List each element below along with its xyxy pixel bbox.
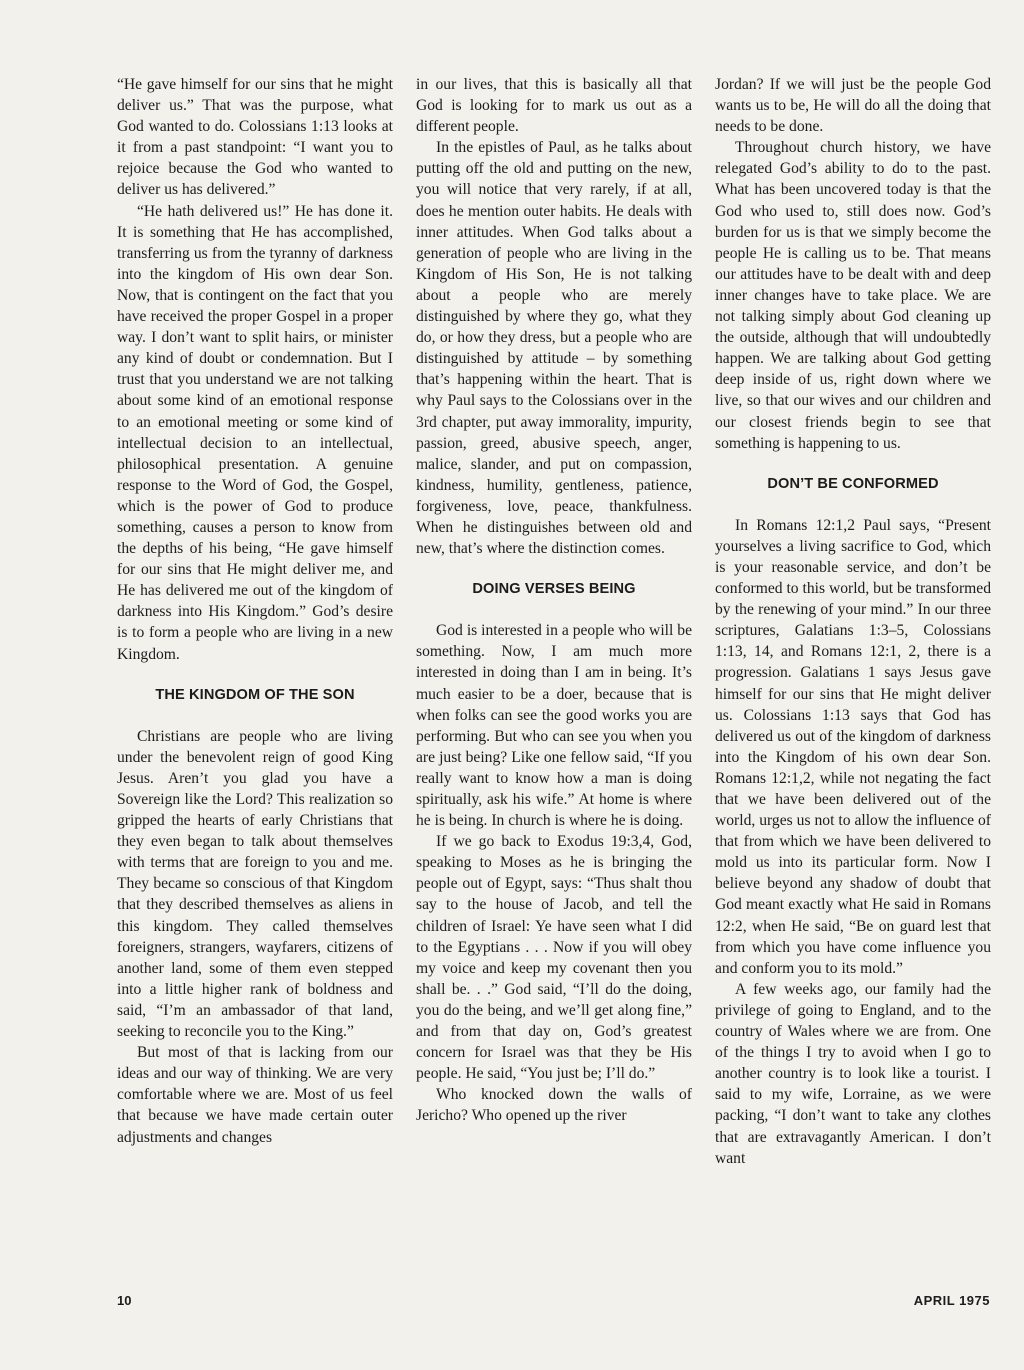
paragraph: “He hath delivered us!” He has done it. It is something that He has accomplished, transferring us from the tyranny of darkness into the kingdom of His own dear Son. Now, that is contingent on the fact that you have received the proper Gospel in a proper way. I don’t want to split hairs, or minister any kind of doubt or condemnation. But I trust that you understand we are not talking about some kind of an emotional response to an emotional meeting or some kind of intellectual decision to an intellectual, philosophical presentation. A genuine response to the Word of God, the Gospel, which is the power of God to produce something, causes a person to know from the depths of his being, “He gave himself for our sins that He might deliver me, and He has delivered me out of the kingdom of darkness into His Kingdom.” God’s desire is to form a people who are living in a new Kingdom.: [117, 202, 393, 663]
paragraph: Jordan? If we will just be the people God wants us to be, He will do all the doing that needs to be done.: [715, 76, 991, 136]
page-number: 10: [117, 1293, 132, 1308]
paragraph: In the epistles of Paul, as he talks about putting off the old and putting on the new, you will notice that very rarely, if at all, does he mention outer habits. He deals with inner attitudes. When God talks about a generation of people who are living in the Kingdom of His Son, He is not talking about a people who are merely distinguished by where they go, what they do, or how they dress, but a people who are distinguished by attitude – by something that’s happening within the heart. That is why Paul says to the Colossians over in the 3rd chapter, put away immorality, impurity, passion, greed, abusive speech, anger, malice, slander, and put on compassion, kindness, humility, gentleness, patience, forgiveness, love, peace, thankfulness. When he distinguishes between old and new, that’s where the distinction comes.: [416, 139, 692, 558]
paragraph: But most of that is lacking from our ideas and our way of thinking. We are very comfortable where we are. Most of us feel that because we have made certain outer adjustments and changes: [117, 1044, 393, 1146]
paragraph: “He gave himself for our sins that he might deliver us.” That was the purpose, what God wanted to do. Colossians 1:13 looks at it from a past standpoint: “I want you to rejoice because the God who wanted to deliver us has delivered.”: [117, 76, 393, 199]
section-heading: DON’T BE CONFORMED: [767, 475, 939, 492]
section-heading: THE KINGDOM OF THE SON: [155, 686, 355, 703]
paragraph: Who knocked down the walls of Jericho? Who opened up the river: [416, 1086, 692, 1125]
issue-date: APRIL 1975: [913, 1293, 990, 1308]
article-column-2: [416, 74, 692, 1127]
article-column-1: [117, 74, 393, 1148]
paragraph: God is interested in a people who will be something. Now, I am much more interested in doing than I am in being. It’s much easier to be a doer, because that is when folks can see the good works you are performing. But who can see you when you are just being? Like one fellow said, “If you really want to know how a man is doing spiritually, ask his wife.” At home is where he is being. In church is where he is doing.: [416, 622, 692, 830]
section-heading: DOING VERSES BEING: [472, 581, 636, 598]
paragraph: In Romans 12:1,2 Paul says, “Present yourselves a living sacrifice to God, which is your reasonable service, and don’t be conformed to this world, but be transformed by the renewing of your mind.” In our three scriptures, Galatians 1:3–5, Colossians 1:13, 14, and Romans 12:1, 2, there is a progression. Galatians 1 says Jesus gave himself for our sins that He might deliver us. Colossians 1:13 says that God has delivered us out of the kingdom of darkness into the Kingdom of his own dear Son. Romans 12:1,2, while not negating the fact that we have been delivered out of the world, urges us not to allow the influence of that from which we have been delivered to mold us into its particular form. Now I believe beyond any shadow of doubt that God meant exactly what He said in Romans 12:2, when He said, “Be on guard lest that from which you have come influence you and conform you to its mold.”: [715, 516, 991, 977]
paragraph: in our lives, that this is basically all that God is looking for to mark us out as a different people.: [416, 76, 692, 136]
paragraph: Christians are people who are living under the benevolent reign of good King Jesus. Aren’t you glad you have a Sovereign like the Lord? This realization so gripped the hearts of early Christians that they even began to talk about themselves with terms that are foreign to you and me. They became so conscious of that Kingdom that they described themselves as aliens in this kingdom. They called themselves foreigners, strangers, wayfarers, citizens of another land, some of them even stepped into a little higher rank of boldness and said, “I’m an ambassador of that land, seeking to reconcile you to the King.”: [117, 727, 393, 1041]
paragraph: If we go back to Exodus 19:3,4, God, speaking to Moses as he is bringing the people out of Egypt, says: “Thus shalt thou say to the house of Jacob, and tell the children of Israel: Ye have seen what I did to the Egyptians . . . Now if you will obey my voice and keep my covenant then you shall be. . .” God said, “I’ll do the doing, you do the being, and we’ll get along fine,” and from that day on, God’s greatest concern for Israel was that they be His people. He said, “You just be; I’ll do.”: [416, 833, 692, 1083]
paragraph: Throughout church history, we have relegated God’s ability to do to the past. What has been uncovered today is that the God who used to, still does now. God’s burden for us is that we simply become the people He is calling us to be. That means our attitudes have to be dealt with and deep inner changes have to take place. We are not talking simply about God cleaning up the outside, although that will undoubtedly happen. We are talking about God getting deep inside of us, right down where we live, so that our wives and our children and our closest friends begin to see that something is happening to us.: [715, 139, 991, 452]
paragraph: A few weeks ago, our family had the privilege of going to England, and to the country of Wales where we are from. One of the things I try to avoid when I go to another country is to look like a tourist. I said to my wife, Lorraine, as we were packing, “I don’t want to take any clothes that are extravagantly American. I don’t want: [715, 980, 991, 1167]
article-column-3: [715, 74, 991, 1169]
